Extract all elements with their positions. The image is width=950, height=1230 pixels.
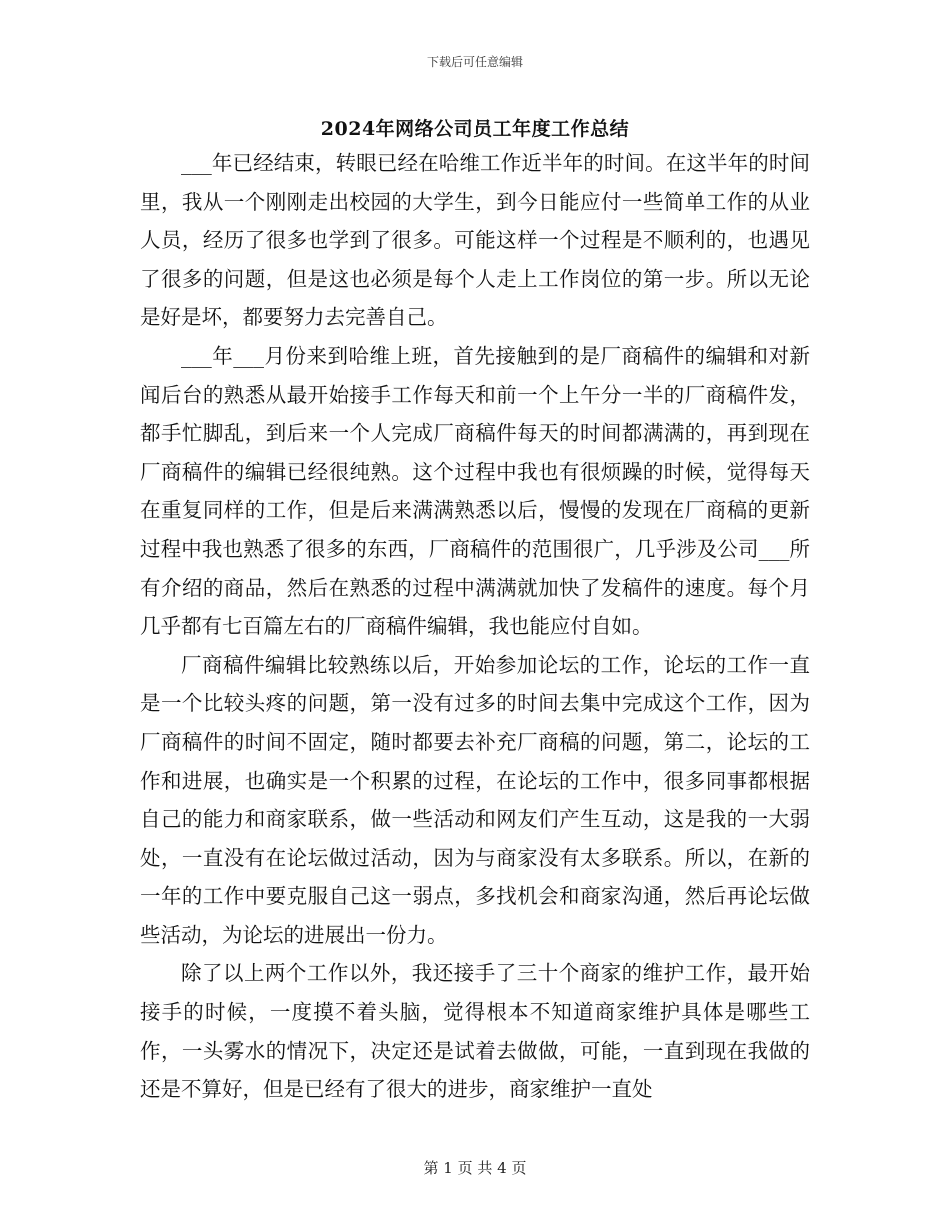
- paragraph-1: ___年已经结束，转眼已经在哈维工作近半年的时间。在这半年的时间里，我从一个刚刚走出校园的大学生，到今日能应付一些简单工作的从业人员，经历了很多也学到了很多。可能这样一个过程是不顺利的，也遇见了很多的问题，但是这也必须是每个人走上工作岗位的第一步。所以无论是好是坏，都要努力去完善自己。: [140, 151, 810, 330]
- page-number: 第 1 页 共 4 页: [423, 1159, 527, 1177]
- paragraph-2: ___年___月份来到哈维上班，首先接触到的是厂商稿件的编辑和对新闻后台的熟悉从最开始接手工作每天和前一个上午分一半的厂商稿件发，都手忙脚乱，到后来一个人完成厂商稿件每天的时间都满满的，再到现在厂商稿件的编辑已经很纯熟。这个过程中我也有很烦躁的时候，觉得每天在重复同样的工作，但是后来满满熟悉以后，慢慢的发现在厂商稿的更新过程中我也熟悉了很多的东西，厂商稿件的范围很广，几乎涉及公司___所有介绍的商品，然后在熟悉的过程中满满就加快了发稿件的速度。每个月几乎都有七百篇左右的厂商稿件编辑，我也能应付自如。: [140, 343, 810, 639]
- paragraph-4: 除了以上两个工作以外，我还接手了三十个商家的维护工作，最开始接手的时候，一度摸不着头脑，觉得根本不知道商家维护具体是哪些工作，一头雾水的情况下，决定还是试着去做做，可能，一直到现在我做的还是不算好，但是已经有了很大的进步，商家维护一直处: [140, 961, 810, 1102]
- document-title: 2024年网络公司员工年度工作总结: [320, 118, 630, 140]
- paragraph-3: 厂商稿件编辑比较熟练以后，开始参加论坛的工作，论坛的工作一直是一个比较头疼的问题，第一没有过多的时间去集中完成这个工作，因为厂商稿件的时间不固定，随时都要去补充厂商稿的问题，第二，论坛的工作和进展，也确实是一个积累的过程，在论坛的工作中，很多同事都根据自己的能力和商家联系，做一些活动和网友们产生互动，这是我的一大弱处，一直没有在论坛做过活动，因为与商家没有太多联系。所以，在新的一年的工作中要克服自己这一弱点，多找机会和商家沟通，然后再论坛做些活动，为论坛的进展出一份力。: [140, 652, 810, 947]
- document-body: [140, 144, 810, 1109]
- page-header-note: 下载后可任意编辑: [426, 55, 523, 69]
